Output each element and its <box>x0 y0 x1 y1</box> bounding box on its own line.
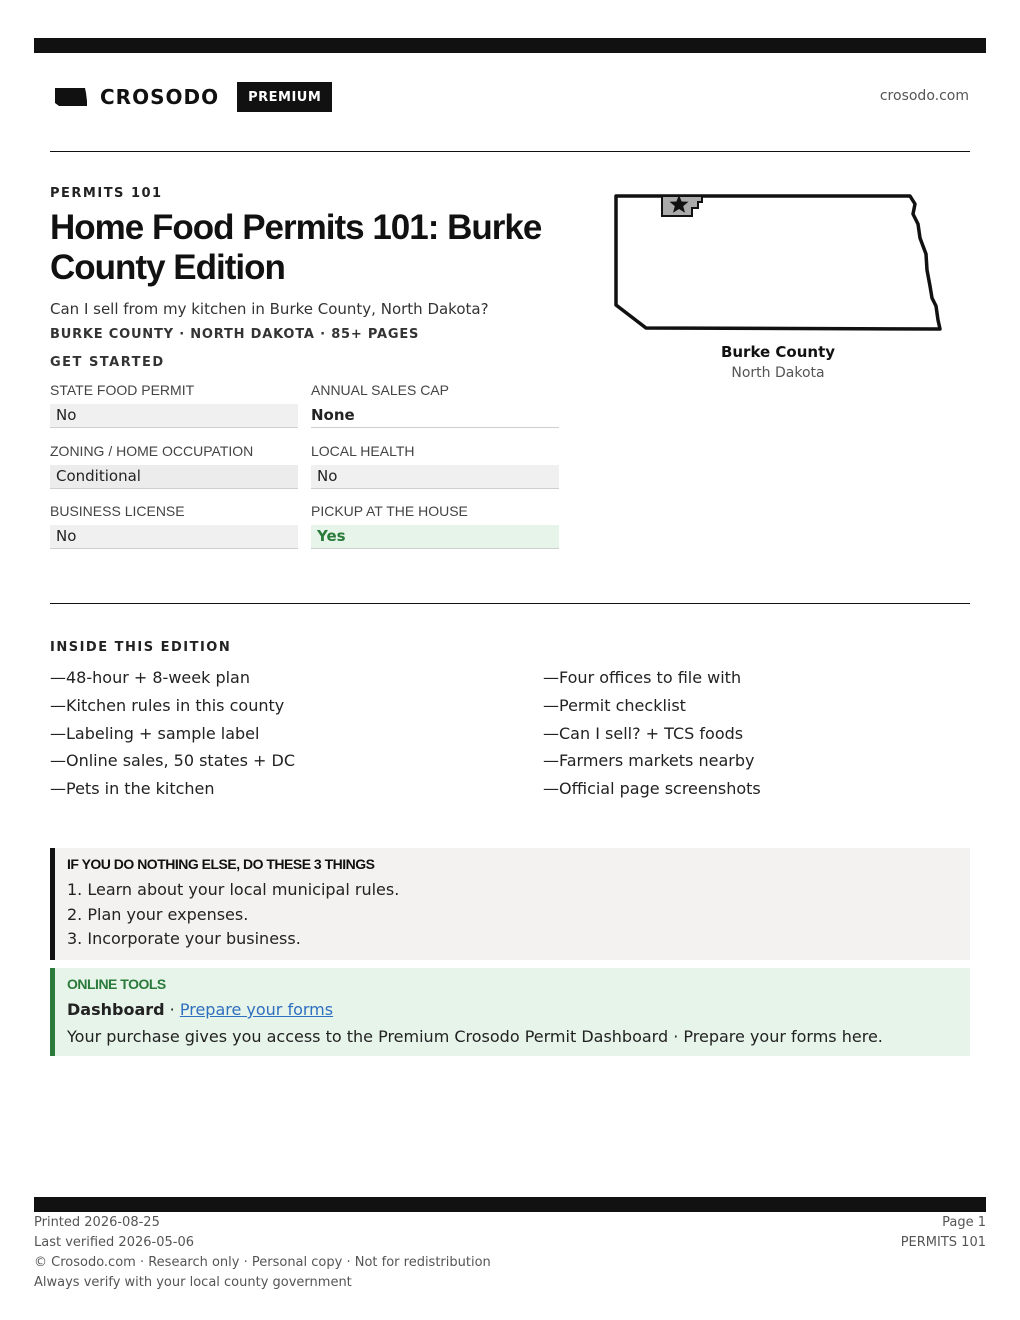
callout-step: 2. Plan your expenses. <box>67 904 249 924</box>
subtitle: Can I sell from my kitchen in Burke County, North Dakota? <box>50 300 489 318</box>
bottom-bar <box>34 1197 986 1212</box>
printed-date: Printed 2026-08-25 <box>34 1215 160 1230</box>
tools-body: Your purchase gives you access to the Premium Crosodo Permit Dashboard · Prepare your forms here. <box>67 1026 883 1046</box>
dashboard-label: Dashboard <box>67 1000 165 1019</box>
callout-step: 3. Incorporate your business. <box>67 929 301 948</box>
field-label: ZONING / HOME OCCUPATION <box>50 443 254 459</box>
inside-list-right <box>543 666 983 805</box>
prepare-forms-link[interactable]: Prepare your forms <box>179 1000 334 1019</box>
footer-left <box>34 1213 491 1293</box>
list-item: —Labeling + sample label <box>50 723 260 743</box>
list-item: —Can I sell? + TCS foods <box>543 723 744 743</box>
callout-step: 1. Learn about your local municipal rules. <box>67 880 400 899</box>
field-pickup <box>311 503 559 549</box>
field-value: Yes <box>311 525 559 549</box>
list-item: —Official page screenshots <box>543 779 761 799</box>
field-zoning <box>50 443 298 489</box>
site-url[interactable]: crosodo.com <box>879 88 969 104</box>
field-label: PICKUP AT THE HOUSE <box>311 503 468 519</box>
field-business-license <box>50 503 298 549</box>
copyright: © Crosodo.com · Research only · Personal copy · Not for redistribution <box>34 1255 491 1270</box>
north-dakota-outline <box>610 190 946 335</box>
inside-heading: INSIDE THIS EDITION <box>50 640 232 655</box>
north-dakota-silhouette-icon <box>54 87 88 107</box>
state-map <box>610 190 946 335</box>
page-title: Home Food Permits 101: Burke County Edition <box>50 208 542 287</box>
footer-right <box>901 1213 986 1253</box>
list-item: —Kitchen rules in this county <box>50 695 285 715</box>
field-local-health <box>311 443 559 489</box>
field-state-food-permit <box>50 382 298 428</box>
dashboard-line <box>67 998 958 1023</box>
verify-note: Always verify with your local county government <box>34 1275 352 1290</box>
callout-heading: IF YOU DO NOTHING ELSE, DO THESE 3 THINGS <box>67 856 375 872</box>
list-item: —Four offices to file with <box>543 668 742 687</box>
field-value: No <box>311 465 559 489</box>
list-item: —48-hour + 8-week plan <box>50 668 250 687</box>
brand-name: CROSODO <box>100 85 220 109</box>
field-label: ANNUAL SALES CAP <box>311 382 449 398</box>
section-divider <box>50 603 970 604</box>
list-item: —Farmers markets nearby <box>543 751 755 771</box>
callout-heading: ONLINE TOOLS <box>67 976 166 992</box>
premium-badge: PREMIUM <box>237 82 332 112</box>
header-divider <box>50 151 970 152</box>
field-label: BUSINESS LICENSE <box>50 503 185 519</box>
get-started-heading: GET STARTED <box>50 355 165 370</box>
field-value: No <box>50 525 298 549</box>
field-label: STATE FOOD PERMIT <box>50 382 195 398</box>
edition-meta: BURKE COUNTY · NORTH DAKOTA · 85+ PAGES <box>50 327 420 342</box>
top-bar <box>34 38 986 53</box>
verified-date: Last verified 2026-05-06 <box>34 1235 194 1250</box>
kicker: PERMITS 101 <box>50 186 163 201</box>
list-item: —Online sales, 50 states + DC <box>50 751 296 771</box>
separator: · <box>164 1000 180 1019</box>
three-things-callout <box>50 848 970 960</box>
field-label: LOCAL HEALTH <box>311 443 415 459</box>
field-value: No <box>50 404 298 428</box>
map-county-label: Burke County <box>720 343 836 361</box>
brand[interactable] <box>54 82 332 112</box>
list-item: —Pets in the kitchen <box>50 779 215 799</box>
inside-list-left <box>50 666 490 805</box>
list-item: —Permit checklist <box>543 695 686 715</box>
field-value: None <box>311 404 559 428</box>
map-state-label: North Dakota <box>731 365 825 381</box>
footer-section: PERMITS 101 <box>900 1235 986 1250</box>
field-value: Conditional <box>50 465 298 489</box>
page-number: Page 1 <box>942 1215 986 1230</box>
field-annual-sales-cap <box>311 382 559 428</box>
online-tools-callout <box>50 968 970 1056</box>
